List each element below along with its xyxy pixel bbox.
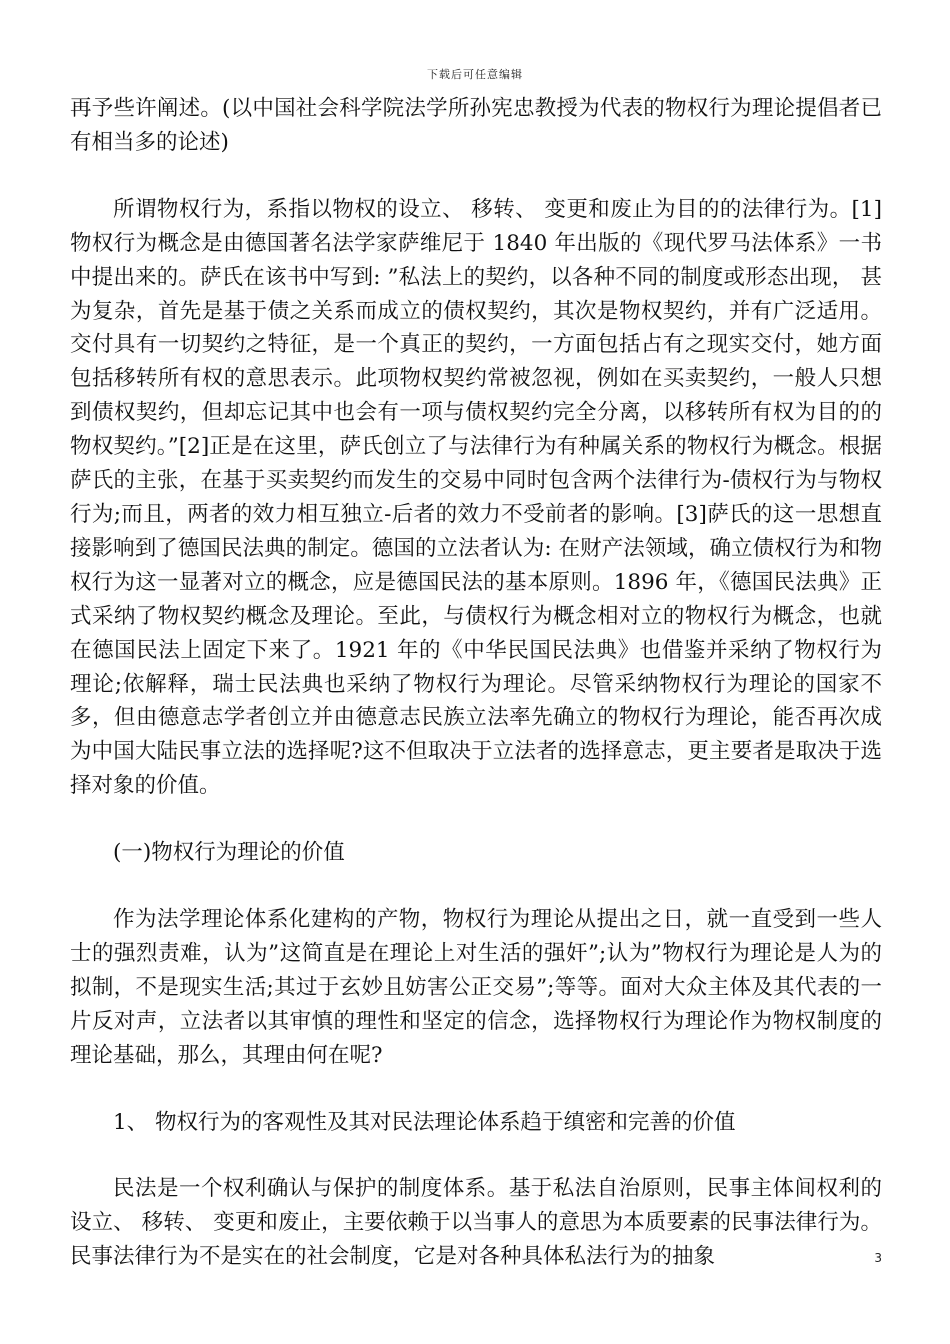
page-header: 下载后可任意编辑 [427,68,523,81]
paragraph-civil-law: 民法是一个权利确认与保护的制度体系。基于私法自治原则，民事主体间权利的设立、 移转、 变更和废止，主要依赖于以当事人的意思为本质要素的民事法律行为。民事法律行为不是实在的社会制度，它是对各种具体私法行为的抽象 [70,1176,882,1270]
paragraph-definition: 所谓物权行为，系指以物权的设立、 移转、 变更和废止为目的的法律行为。[1]物权行为概念是由德国著名法学家萨维尼于 1840 年出版的《现代罗马法体系》一书中提出来的。萨氏在该书中写到: ”私法上的契约，以各种不同的制度或形态出现， 甚为复杂，首先是基于债之关系而成立的债权契约，其次是物权契约，并有广泛适用。交付具有一切契约之特征，是一个真正的契约，一方面包括占有之现实交付，她方面包括移转所有权的意思表示。此项物权契约常被忽视，例如在买卖契约，一般人只想到债权契约，但却忘记其中也会有一项与债权契约完全分离，以移转所有权为目的的物权契约。”[2]正是在这里，萨氏创立了与法律行为有种属关系的物权行为概念。根据萨氏的主张，在基于买卖契约而发生的交易中同时包含两个法律行为-债权行为与物权行为;而且，两者的效力相互独立-后者的效力不受前者的影响。[3]萨氏的这一思想直接影响到了德国民法典的制定。德国的立法者认为: 在财产法领域，确立债权行为和物权行为这一显著对立的概念，应是德国民法的基本原则。1896 年，《德国民法典》正式采纳了物权契约概念及理论。至此，与债权行为概念相对立的物权行为概念，也就在德国民法上固定下来了。1921 年的《中华民国民法典》也借鉴并采纳了物权行为理论;依解释，瑞士民法典也采纳了物权行为理论。尽管采纳物权行为理论的国家不多，但由德意志学者创立并由德意志民族立法率先确立的物权行为理论，能否再次成为中国大陆民事立法的选择呢?这不但取决于立法者的选择意志，更主要者是取决于选择对象的价值。 [70,196,882,799]
section-heading: (一)物权行为理论的价值 [113,840,345,866]
page-number: 3 [874,1251,882,1265]
subsection-heading: 1、 物权行为的客观性及其对民法理论体系趋于缜密和完善的价值 [113,1109,736,1135]
paragraph-continuation: 再予些许阐述。(以中国社会科学院法学所孙宪忠教授为代表的物权行为理论提倡者已有相当多的论述) [70,96,882,155]
document-body [70,92,882,1274]
paragraph-value: 作为法学理论体系化建构的产物，物权行为理论从提出之日，就一直受到一些人士的强烈责难，认为”这简直是在理论上对生活的强奸”;认为”物权行为理论是人为的拟制，不是现实生活;其过于玄妙且妨害公正交易”;等等。面对大众主体及其代表的一片反对声，立法者以其审慎的理性和坚定的信念，选择物权行为理论作为物权制度的理论基础，那么，其理由何在呢? [70,907,882,1068]
